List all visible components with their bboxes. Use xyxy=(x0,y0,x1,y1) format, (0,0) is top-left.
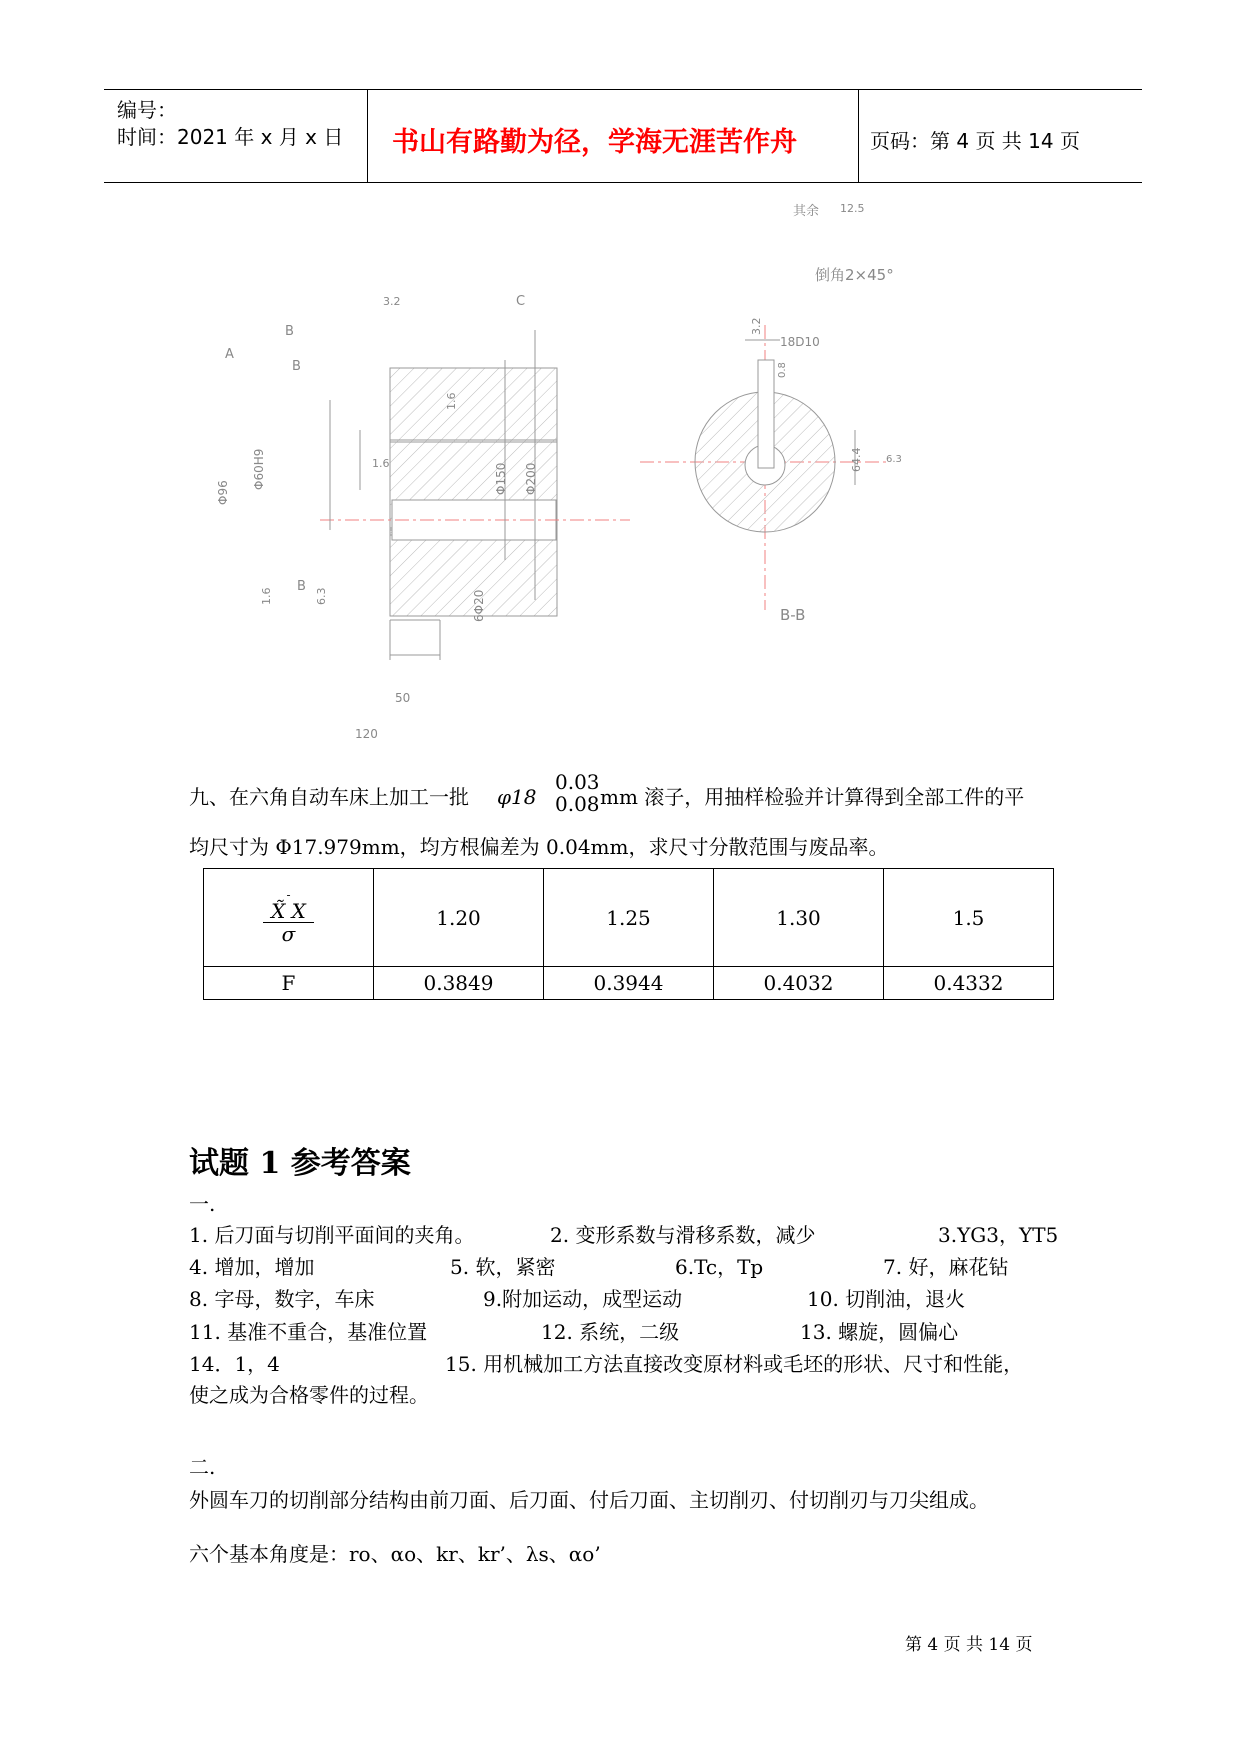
f-label: F xyxy=(204,967,374,1000)
problem9-tol-upper: 0.03 xyxy=(555,770,600,794)
label-key-18d10: 18D10 xyxy=(780,335,820,349)
z-value: 1.20 xyxy=(374,869,544,967)
z-value: 1.5 xyxy=(884,869,1054,967)
header-bottom-rule xyxy=(104,182,1142,183)
answer-4: 4. 增加，增加 xyxy=(189,1255,315,1279)
engineering-drawing xyxy=(200,200,1120,760)
answer-9: 9.附加运动，成型运动 xyxy=(483,1287,683,1311)
label-r08: 0.8 xyxy=(777,362,788,378)
footer-page: 第 4 页 共 14 页 xyxy=(905,1635,1033,1655)
problem9-line2: 均尺寸为 Φ17.979mm，均方根偏差为 0.04mm，求尺寸分散范围与废品率。 xyxy=(189,835,889,859)
problem9-line1b: mm 滚子，用抽样检验并计算得到全部工件的平 xyxy=(600,785,1025,809)
label-c: C xyxy=(516,294,526,309)
formula-denominator: σ xyxy=(281,922,296,946)
answer-1: 1. 后刀面与切削平面间的夹角。 xyxy=(189,1223,475,1247)
label-rough-rest: 12.5 xyxy=(840,202,865,215)
part2-line1: 外圆车刀的切削部分结构由前刀面、后刀面、付后刀面、主切削刃、付切削刃与刀尖组成。 xyxy=(189,1488,989,1512)
f-value: 0.3849 xyxy=(374,967,544,1000)
bb-keyway xyxy=(758,360,774,468)
problem9-line1a: 九、在六角自动车床上加工一批 xyxy=(189,785,469,809)
answer-8: 8. 字母，数字，车床 xyxy=(189,1287,375,1311)
label-rest: 其余 xyxy=(793,204,820,219)
probability-table xyxy=(203,868,1054,1000)
answer-7: 7. 好，麻花钻 xyxy=(883,1255,1009,1279)
label-h644: 64.4 xyxy=(850,447,863,472)
header-motto: 书山有路勤为径，学海无涯苦作舟 xyxy=(392,127,797,158)
f-value: 0.3944 xyxy=(544,967,714,1000)
label-d200: Φ200 xyxy=(524,462,538,495)
header-divider-right xyxy=(858,90,859,183)
answer-15-cont: 使之成为合格零件的过程。 xyxy=(189,1383,429,1407)
label-r16-right: 1.6 xyxy=(445,392,458,410)
answer-13: 13. 螺旋，圆偏心 xyxy=(800,1320,959,1344)
label-r32-top: 3.2 xyxy=(383,295,401,308)
answer-2: 2. 变形系数与滑移系数，减少 xyxy=(550,1223,816,1247)
answer-15: 15. 用机械加工方法直接改变原材料或毛坯的形状、尺寸和性能， xyxy=(445,1352,1024,1376)
header-page-label: 页码：第 4 页 共 14 页 xyxy=(870,129,1080,153)
label-r63-bot: 6.3 xyxy=(315,587,328,605)
header-number-label: 编号： xyxy=(117,98,177,122)
formula-bar-mark: - xyxy=(286,888,291,902)
label-chamfer: 倒角2×45° xyxy=(815,266,894,284)
part2-line2: 六个基本角度是：ro、αo、kr、kr’、λs、αo’ xyxy=(189,1542,601,1566)
answer-12: 12. 系统，二级 xyxy=(541,1320,680,1344)
part1-label: 一. xyxy=(189,1192,216,1216)
problem9-tol-lower: 0.08 xyxy=(555,792,600,816)
answers-title: 试题 1 参考答案 xyxy=(189,1146,411,1181)
label-d96: Φ96 xyxy=(216,480,230,505)
label-w50: 50 xyxy=(395,691,411,705)
label-b-mid: B xyxy=(292,359,301,374)
answer-6: 6.Tc，Tp xyxy=(675,1255,764,1279)
label-b-bot: B xyxy=(297,579,306,594)
f-value: 0.4032 xyxy=(714,967,884,1000)
label-d6-20: 6Φ20 xyxy=(472,589,486,622)
label-r63-right: 6.3 xyxy=(886,454,902,465)
label-w120: 120 xyxy=(355,727,378,741)
label-b-top: B xyxy=(285,324,294,339)
answer-3: 3.YG3，YT5 xyxy=(938,1223,1059,1247)
label-r16-bore: 1.6 xyxy=(372,457,390,470)
z-value: 1.25 xyxy=(544,869,714,967)
f-value: 0.4332 xyxy=(884,967,1054,1000)
answer-10: 10. 切削油，退火 xyxy=(807,1287,966,1311)
part2-label: 二. xyxy=(189,1455,216,1479)
formula-numerator: X̃ X xyxy=(263,900,314,923)
label-a: A xyxy=(225,347,234,362)
answer-11: 11. 基准不重合，基准位置 xyxy=(189,1320,428,1344)
header-top-rule xyxy=(104,89,1142,90)
header-time-label: 时间：2021 年 x 月 x 日 xyxy=(117,125,344,149)
label-r16-left: 1.6 xyxy=(260,587,273,605)
label-d60h9: Φ60H9 xyxy=(252,448,266,490)
header-divider-left xyxy=(367,90,368,183)
label-r32-key: 3.2 xyxy=(750,317,763,335)
label-section-bb: B-B xyxy=(780,606,806,624)
label-d150: Φ150 xyxy=(494,462,508,495)
answer-5: 5. 软，紧密 xyxy=(450,1255,556,1279)
problem9-phi: φ18 xyxy=(497,785,537,809)
formula-cell xyxy=(204,869,374,967)
z-value: 1.30 xyxy=(714,869,884,967)
answer-14: 14．1，4 xyxy=(189,1352,280,1376)
